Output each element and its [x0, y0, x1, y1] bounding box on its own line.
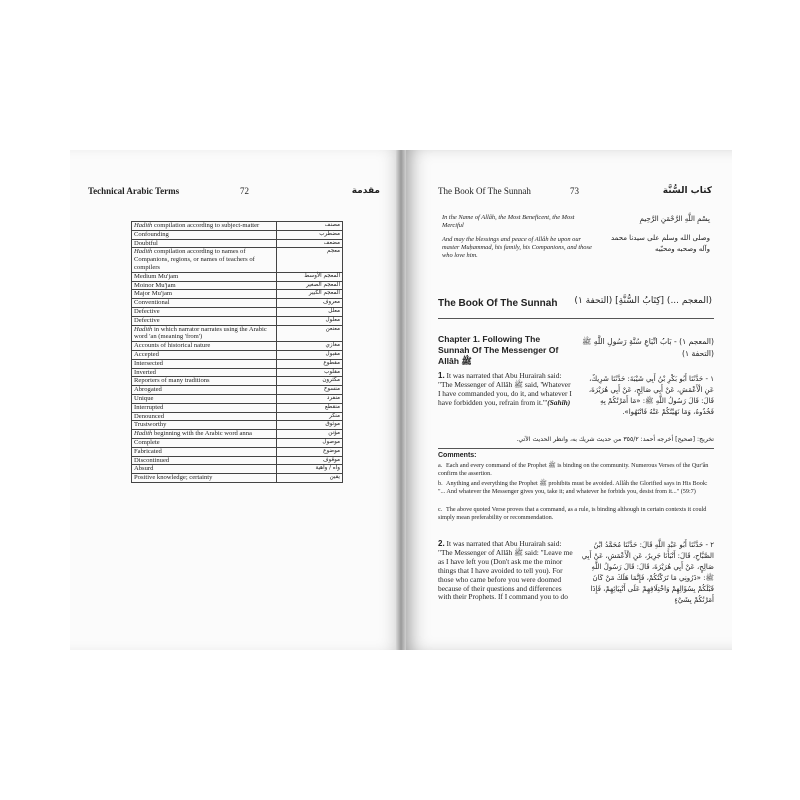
term-english	[132, 412, 277, 421]
term-text: Major Mu'jam	[134, 290, 172, 298]
hadith-2-text: It was narrated that Abu Hurairah said: "The Messenger of Allâh ﷺ said: "Leave me as I have left you (Don't ask me the minor things that I have avoided to tell you). For those who came before you were doomed because of their questions and differences with their Prophets. If I command you to do	[438, 539, 573, 602]
term-english	[132, 307, 277, 316]
table-row	[132, 412, 343, 421]
table-row	[132, 421, 343, 430]
term-text: Complete	[134, 438, 160, 446]
term-italic: Hadith	[134, 430, 153, 438]
term-arabic: مكثرون	[276, 377, 342, 386]
term-arabic: مصنف	[276, 222, 342, 231]
table-row	[132, 447, 343, 456]
term-text: compilation according to names of Companions, regions, or names of teachers of compilers	[134, 248, 255, 271]
chapter-title-arabic: (المعجم ١) - بَابُ اتِّبَاعِ سُنَّةِ رَسُولِ اللَّهِ ﷺ (التحفة ١)	[582, 337, 714, 358]
table-row	[132, 230, 343, 239]
bismillah-line: In the Name of Allâh, the Most Beneficent, the Most Merciful	[442, 214, 575, 229]
term-english	[132, 421, 277, 430]
term-arabic: مقطوع	[276, 359, 342, 368]
term-arabic: معلل	[276, 307, 342, 316]
term-english	[132, 474, 277, 483]
term-text: Abrogated	[134, 386, 162, 394]
term-text: Inverted	[134, 368, 156, 376]
book-spine	[396, 150, 406, 650]
term-text: Conventional	[134, 299, 170, 307]
table-row	[132, 307, 343, 316]
takhrij-line: تخريج: [صحيح] أخرجه أحمد: ٣٥٥/٢ من حديث شريك به، وانظر الحديث الآتي.	[516, 436, 714, 443]
term-english	[132, 239, 277, 248]
term-text: Reporters of many traditions	[134, 377, 210, 385]
table-row	[132, 430, 343, 439]
term-text: beginning with the Arabic word anna	[152, 430, 252, 438]
term-arabic: مؤنن	[276, 430, 342, 439]
table-row	[132, 299, 343, 308]
right-page-number: 73	[570, 186, 579, 196]
term-text: Fabricated	[134, 447, 162, 455]
blessing-line: And may the blessings and peace of Allâh be upon our master Muḥammad, his family, his Companions, and those who love him.	[442, 236, 592, 259]
term-arabic: مغازي	[276, 342, 342, 351]
table-row	[132, 290, 343, 299]
term-english	[132, 325, 277, 342]
terms-table	[131, 221, 343, 483]
table-row	[132, 239, 343, 248]
term-arabic: مضعف	[276, 239, 342, 248]
blessing-arabic-line: وصلى الله وسلم على سيدنا محمد وآله وصحبه ومحبّيه	[610, 234, 710, 253]
term-text: Discontinued	[134, 456, 170, 464]
term-english	[132, 368, 277, 377]
term-text: Doubtful	[134, 239, 158, 247]
term-arabic: مقلوب	[276, 368, 342, 377]
term-text: Positive knowledge; certainty	[134, 474, 213, 482]
term-arabic: معجم	[276, 248, 342, 272]
term-arabic: المعجم الأوسط	[276, 272, 342, 281]
term-english	[132, 230, 277, 239]
term-arabic: منسوخ	[276, 386, 342, 395]
term-english	[132, 316, 277, 325]
left-running-head: Technical Arabic Terms	[88, 186, 180, 196]
term-english	[132, 342, 277, 351]
term-arabic: معنعن	[276, 325, 342, 342]
comment-text: Anything and everything the Prophet ﷺ prohibits must be avoided. Allâh the Glorified says in His Book: "... And whatever the Messenger gives you, take it; and whatever he forbids you, desist from it..." (59:7)	[438, 480, 708, 495]
term-english	[132, 350, 277, 359]
term-arabic: موصول	[276, 438, 342, 447]
hadith-2-number: 2.	[438, 539, 445, 548]
comments-rule	[438, 448, 714, 449]
chapter-title: Chapter 1. Following The Sunnah Of The Messenger Of Allâh ﷺ	[438, 334, 559, 366]
term-arabic: منكر	[276, 412, 342, 421]
table-row	[132, 325, 343, 342]
term-arabic: واه / واهية	[276, 465, 342, 474]
table-row	[132, 394, 343, 403]
table-row	[132, 438, 343, 447]
right-running-head: The Book Of The Sunnah	[438, 186, 531, 196]
term-text: Confounding	[134, 230, 169, 238]
term-text: Absurd	[134, 465, 154, 473]
hadith-1-grade: (Sahih)	[547, 397, 571, 407]
hadith-1	[438, 372, 574, 408]
term-text: Intersected	[134, 359, 163, 367]
comment-c	[438, 506, 714, 522]
term-arabic: مقبول	[276, 350, 342, 359]
term-text: compilation according to subject-matter	[152, 222, 260, 229]
term-english	[132, 430, 277, 439]
comment-label: c.	[438, 506, 443, 513]
term-arabic: موثوق	[276, 421, 342, 430]
table-row	[132, 359, 343, 368]
term-arabic: مضطرب	[276, 230, 342, 239]
comment-label: b.	[438, 480, 443, 487]
right-running-head-arabic: كتاب السُّنَّة	[662, 186, 712, 196]
term-italic: Hadith	[134, 325, 153, 333]
term-arabic: موقوف	[276, 456, 342, 465]
term-english	[132, 456, 277, 465]
term-arabic: موضوع	[276, 447, 342, 456]
bismillah-english	[442, 214, 592, 260]
term-text: in which narrator narrates using the Arabic word 'an (meaning 'from')	[134, 325, 267, 341]
term-english	[132, 386, 277, 395]
term-arabic: المعجم الكبير	[276, 290, 342, 299]
left-page-number: 72	[240, 186, 249, 196]
table-row	[132, 456, 343, 465]
comments-title: Comments:	[438, 452, 477, 459]
term-english	[132, 447, 277, 456]
comment-text: Each and every command of the Prophet ﷺ is binding on the community. Numerous Verses of the Qur'ân confirm the assertion.	[438, 462, 709, 477]
table-row	[132, 350, 343, 359]
table-row	[132, 222, 343, 231]
hadith-2-arabic: ٢ - حَدَّثَنَا أَبُو عَبْدِ اللَّهِ قَالَ: حَدَّثَنَا مُحَمَّدُ ابْنُ الصَّبَّاحِ، قَالَ: أَنْبَأَنَا جَرِيرٌ، عَنِ الْأَعْمَشِ، عَنْ أَبِي صَالِحٍ، عَنْ أَبِي هُرَيْرَةَ، قَالَ: قَالَ رَسُولُ اللَّهِ ﷺ: «ذَرُونِي مَا تَرَكْتُكُمْ، فَإِنَّمَا هَلَكَ مَنْ كَانَ قَبْلَكُمْ بِسُؤَالِهِمْ وَاخْتِلَافِهِمْ عَلَى أَنْبِيَائِهِمْ، فَإِذَا أَمَرْتُكُمْ بِشَيْءٍ	[581, 541, 714, 604]
term-english	[132, 222, 277, 231]
term-english	[132, 394, 277, 403]
term-text: Unique	[134, 394, 154, 402]
table-row	[132, 474, 343, 483]
term-arabic: معلول	[276, 316, 342, 325]
term-text: Defective	[134, 307, 160, 315]
table-row	[132, 248, 343, 272]
bismillah-arabic	[598, 214, 710, 255]
comment-b	[438, 480, 714, 496]
term-arabic: منفرد	[276, 394, 342, 403]
hadith-2	[438, 540, 574, 602]
table-row	[132, 403, 343, 412]
book-title-arabic: (المعجم ...) [كِتَابُ السُّنَّةِ] (التحفة ١)	[574, 296, 712, 306]
term-english	[132, 359, 277, 368]
term-english	[132, 403, 277, 412]
term-text: Denounced	[134, 412, 165, 420]
table-row	[132, 368, 343, 377]
term-arabic: المعجم الصغير	[276, 281, 342, 290]
term-italic: Hadith	[134, 222, 153, 229]
hadith-1-arabic: ١ - حَدَّثَنَا أَبُو بَكْرِ بْنُ أَبِي شَيْبَةَ: حَدَّثَنَا شَرِيكٌ، عَنِ الْأَعْمَشِ، عَنْ أَبِي صَالِحٍ، عَنْ أَبِي هُرَيْرَةَ، قَالَ: قَالَ رَسُولُ اللَّهِ ﷺ: «مَا أَمَرْتُكُمْ بِهِ فَخُذُوهُ، وَمَا نَهَيْتُكُمْ عَنْهُ فَانْتَهُوا».	[588, 375, 714, 416]
bismillah-arabic-line: بِسْمِ اللَّهِ الرَّحْمَنِ الرَّحِيمِ	[639, 215, 710, 223]
table-row	[132, 386, 343, 395]
term-arabic: منقطع	[276, 403, 342, 412]
term-english	[132, 290, 277, 299]
comment-text: The above quoted Verse proves that a command, as a rule, is binding although in certain contexts it could simply mean preferability or recommendation.	[438, 506, 707, 521]
term-arabic: يقين	[276, 474, 342, 483]
term-english	[132, 299, 277, 308]
table-row	[132, 342, 343, 351]
term-text: Moinor Mu'jam	[134, 281, 176, 289]
term-text: Defective	[134, 316, 160, 324]
title-rule	[438, 318, 714, 319]
term-text: Interrupted	[134, 403, 164, 411]
term-english	[132, 272, 277, 281]
table-row	[132, 281, 343, 290]
table-row	[132, 272, 343, 281]
term-text: Accounts of historical nature	[134, 342, 211, 350]
term-italic: Hadith	[134, 248, 153, 256]
comment-a	[438, 462, 714, 478]
left-running-head-arabic: مقدمة	[351, 186, 380, 196]
term-text: Trustworthy	[134, 421, 167, 429]
hadith-1-number: 1.	[438, 371, 445, 380]
table-row	[132, 316, 343, 325]
comment-label: a.	[438, 462, 443, 469]
term-english	[132, 281, 277, 290]
term-text: Medium Mu'jam	[134, 272, 179, 280]
term-text: Accepted	[134, 350, 159, 358]
book-title: The Book Of The Sunnah	[438, 298, 558, 309]
hadith-1-text: It was narrated that Abu Hurairah said: "The Messenger of Allâh ﷺ said, 'Whatever I have commanded you, do it, and whatever I have forbidden you, refrain from it.'"	[438, 371, 572, 407]
term-english	[132, 377, 277, 386]
term-english	[132, 438, 277, 447]
table-row	[132, 465, 343, 474]
term-english	[132, 248, 277, 272]
term-english	[132, 465, 277, 474]
term-arabic: معروف	[276, 299, 342, 308]
table-row	[132, 377, 343, 386]
